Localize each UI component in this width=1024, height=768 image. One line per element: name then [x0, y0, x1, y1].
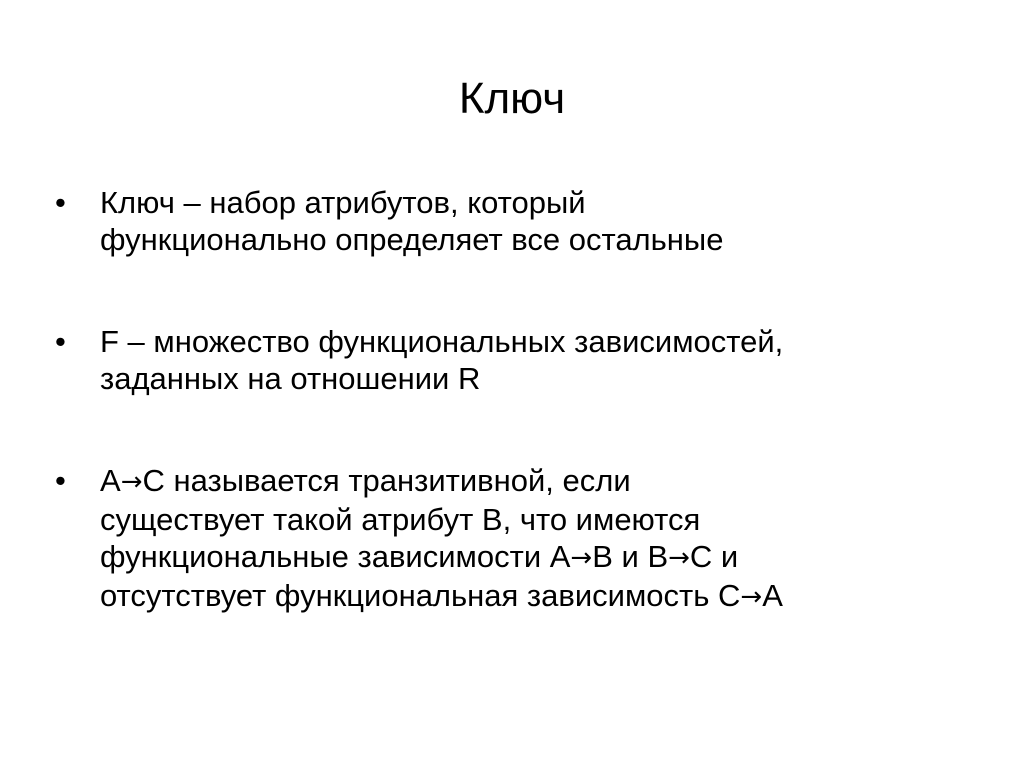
bullet-text — [100, 323, 985, 397]
bullet-item-key-definition — [55, 184, 985, 258]
bullet-list — [55, 184, 985, 616]
right-arrow-icon: → — [570, 543, 593, 573]
text-segment: A — [100, 463, 121, 498]
text-line — [100, 462, 985, 501]
text-segment: C и — [689, 539, 739, 574]
text-segment: A — [762, 578, 783, 613]
bullet-marker: • — [55, 324, 66, 359]
bullet-marker: • — [55, 463, 66, 498]
text-line: функционально определяет все остальные — [100, 222, 724, 257]
slide-title: Ключ — [458, 74, 566, 123]
text-line: Ключ – набор атрибутов, который — [100, 185, 586, 220]
text-segment: C называется транзитивной, если — [142, 463, 631, 498]
text-line: существует такой атрибут B, что имеются — [100, 502, 701, 537]
text-line — [100, 538, 985, 577]
bullet-marker: • — [55, 185, 66, 220]
text-segment: B и B — [592, 539, 669, 574]
right-arrow-icon: → — [668, 543, 690, 573]
bullet-item-dependency-set — [55, 323, 985, 397]
right-arrow-icon: → — [740, 582, 763, 612]
text-segment: функциональные зависимости A — [100, 539, 571, 574]
bullet-item-transitive-dependency — [55, 462, 985, 616]
text-line — [100, 577, 985, 616]
bullet-text — [100, 184, 985, 258]
bullet-text — [100, 462, 985, 616]
text-segment: отсутствует функциональная зависимость C — [100, 578, 741, 613]
text-line: F – множество функциональных зависимостей, — [100, 324, 784, 359]
text-line: заданных на отношении R — [100, 361, 481, 396]
right-arrow-icon: → — [120, 467, 143, 497]
